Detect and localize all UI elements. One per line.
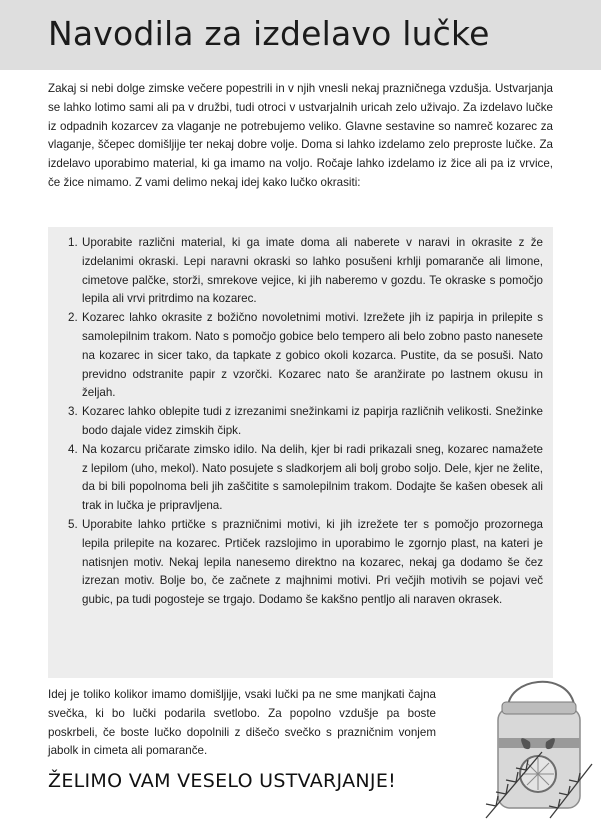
header-band bbox=[0, 0, 601, 70]
list-item-number: 1. bbox=[68, 236, 78, 249]
list-item-text: Kozarec lahko okrasite z božično novoletnimi motivi. Izrežete jih iz papirja in prilepite s samolepilnim trakom. Nato s pomočjo gobice belo tempero ali belo zobno pasto nanesete na kozarec in sicer tako, da tapkate z gobico okoli kozarca. Pustite, da se posuši. Nato previdno odstranite papir z vzorčki. Kozarec nato še aranžirate po lastnem okusu in željah. bbox=[82, 311, 543, 400]
tips-list bbox=[68, 234, 543, 610]
list-item bbox=[68, 234, 543, 309]
list-item bbox=[68, 403, 543, 441]
list-item bbox=[68, 309, 543, 403]
list-item-text: Na kozarcu pričarate zimsko idilo. Na delih, kjer bi radi prikazali sneg, kozarec namažete z lepilom (uho, mekol). Nato posujete s sladkorjem ali bolj grobo soljo. Dele, kjer ne želite, da bi bili popolnoma beli jih zaščitite s samolepilnim trakom. Dodajte še kašen obesek ali trak in lučka je pripravljena. bbox=[82, 442, 543, 513]
list-item-number: 4. bbox=[68, 442, 78, 456]
list-item-number: 5. bbox=[68, 517, 78, 531]
list-item-number: 2. bbox=[68, 311, 78, 325]
list-item-text: Kozarec lahko oblepite tudi z izrezanimi snežinkami iz papirja različnih velikosti. Snežinke bodo dajale videz zimskih čipk. bbox=[82, 405, 543, 437]
intro-paragraph: Zakaj si nebi dolge zimske večere popestrili in v njih vnesli nekaj prazničnega vzdušja. Ustvarjanja se lahko lotimo sami ali pa v družbi, tudi otroci v ustvarjalnih uricah zelo uživajo. Za izdelavo lučke iz odpadnih kozarcev za vlaganje ne potrebujemo veliko. Glavne sestavine so namreč kozarec za vlaganje, ščepec domišljije ter nekaj dobre volje. Doma si lahko izdelamo zelo preproste lučke. Za izdelavo uporabimo material, ki ga imamo na voljo. Ročaje lahko izdelamo iz žice ali pa iz vrvice, če žice nimamo. Z vami delimo nekaj idej kako lučko okrasiti: bbox=[48, 82, 553, 189]
page-title: Navodila za izdelavo lučke bbox=[48, 14, 490, 53]
list-item bbox=[68, 441, 543, 516]
slogan-heading: ŽELIMO VAM VESELO USTVARJANJE! bbox=[48, 770, 397, 792]
list-item-text: Uporabite različni material, ki ga imate doma ali naberete v naravi in okrasite z že izdelanimi okraski. Lepi naravni okraski so lahko posušeni krhlji pomaranče ali limone, cimetove palčke, storži, smrekove vejice, ki jih naberemo v gozdu. Te okraske s pomočjo lepila ali vrvi pritrdimo na kozarec. bbox=[82, 236, 543, 306]
list-item bbox=[68, 516, 543, 610]
list-item-number: 3. bbox=[68, 405, 78, 419]
lantern-illustration bbox=[446, 668, 596, 820]
outro-paragraph: Idej je toliko kolikor imamo domišljije, vsaki lučki pa ne sme manjkati čajna svečka, ki bo lučki podarila svetlobo. Za popolno vzdušje pa boste poskrbeli, če boste lučko dopolnili z dišečo svečko s prazničnim vonjem jabolk in cimeta ali pomaranče. bbox=[48, 688, 436, 758]
list-item-text: Uporabite lahko prtičke s prazničnimi motivi, ki jih izrežete ter s pomočjo prozornega lepila prilepite na kozarec. Prtiček razslojimo in uporabimo le zgornjo plast, na kateri je natisnjen motiv. Nekaj lepila nanesemo direktno na kozarec, nekaj ga dodamo še čez izrezan motiv. Bolje bo, če začnete z majhnimi motivi. Pri večjih motivih se pojavi več gubic, pa tudi pogosteje se trgajo. Dodamo še kakšno pentljo ali naraven okrasek. bbox=[82, 517, 543, 607]
